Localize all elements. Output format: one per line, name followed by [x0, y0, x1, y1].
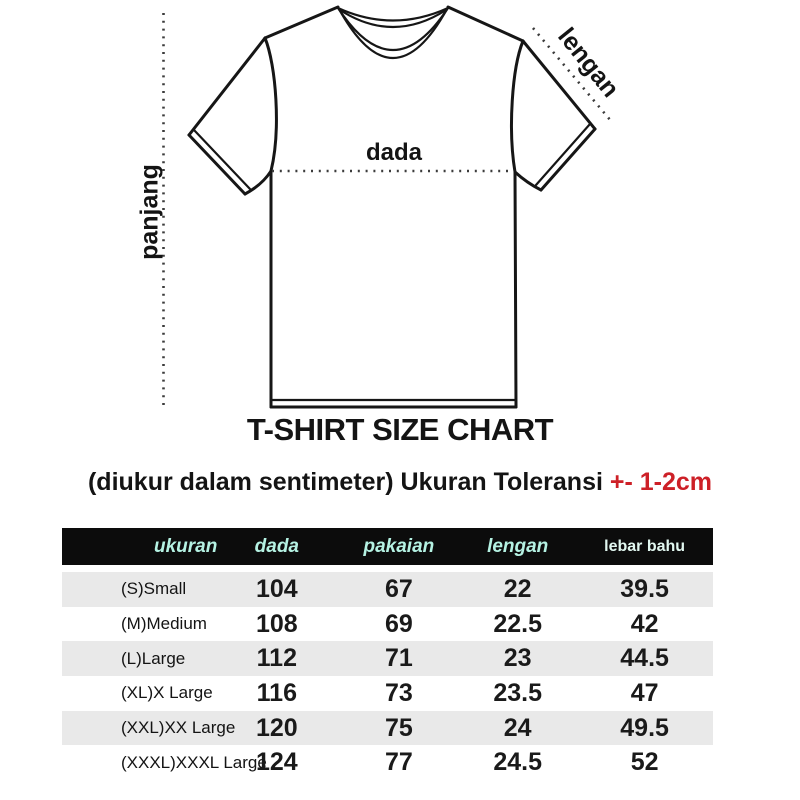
table-row	[62, 572, 713, 607]
cell-pakaian: 73	[384, 678, 413, 707]
cell-dada: 112	[256, 644, 297, 673]
cell-dada: 124	[255, 748, 298, 777]
cell-lengan: 22	[503, 574, 532, 603]
cell-lengan: 24.5	[493, 748, 543, 777]
cell-pakaian: 69	[384, 609, 413, 638]
cell-lebar-bahu: 47	[630, 678, 659, 707]
subtitle-tolerance-text: +- 1-2cm	[609, 468, 713, 496]
cell-lebar-bahu: 49.5	[620, 713, 669, 742]
table-body	[62, 572, 713, 780]
size-table	[62, 528, 713, 780]
table-row	[62, 745, 713, 780]
sleeve-measure-label: lengan	[552, 22, 625, 103]
cell-dada: 108	[255, 609, 298, 638]
length-measure-label: panjang	[135, 164, 164, 260]
header-lengan: lengan	[487, 535, 549, 557]
cell-lengan: 23.5	[493, 678, 543, 707]
cell-size: (M)Medium	[121, 614, 207, 634]
cell-dada: 116	[256, 678, 297, 707]
cell-dada: 120	[255, 713, 298, 742]
chest-measure-label: dada	[365, 139, 423, 166]
cell-pakaian: 77	[384, 748, 413, 777]
cell-lebar-bahu: 44.5	[620, 644, 669, 673]
cell-pakaian: 67	[384, 574, 413, 603]
cell-lengan: 22.5	[493, 609, 543, 638]
cell-dada: 104	[255, 574, 298, 603]
subtitle-measured-text: (diukur dalam sentimeter) Ukuran Toleransi	[87, 468, 610, 496]
tshirt-outline	[189, 7, 595, 407]
header-lebar-bahu: lebar bahu	[604, 537, 686, 555]
cell-lengan: 24	[503, 713, 532, 742]
cell-size: (XXL)XX Large	[121, 718, 236, 738]
page-title: T-SHIRT SIZE CHART	[246, 412, 554, 447]
cell-lebar-bahu: 39.5	[620, 574, 669, 603]
cell-size: (L)Large	[121, 648, 186, 668]
header-dada: dada	[254, 535, 299, 557]
header-ukuran: ukuran	[154, 535, 218, 557]
cell-pakaian: 75	[384, 713, 413, 742]
header-pakaian: pakaian	[363, 535, 435, 557]
cell-size: (XXXL)XXXL Large	[121, 752, 267, 772]
table-row	[62, 607, 713, 642]
cell-lebar-bahu: 52	[630, 748, 659, 777]
table-row	[62, 676, 713, 711]
table-row	[62, 641, 713, 676]
cell-lebar-bahu: 42	[630, 609, 659, 638]
cell-pakaian: 71	[384, 644, 413, 673]
cell-size: (XL)X Large	[121, 683, 213, 703]
cell-size: (S)Small	[121, 579, 187, 599]
cell-lengan: 23	[503, 644, 532, 673]
page-subtitle	[0, 468, 800, 497]
table-header-row	[62, 528, 713, 565]
table-row	[62, 711, 713, 746]
